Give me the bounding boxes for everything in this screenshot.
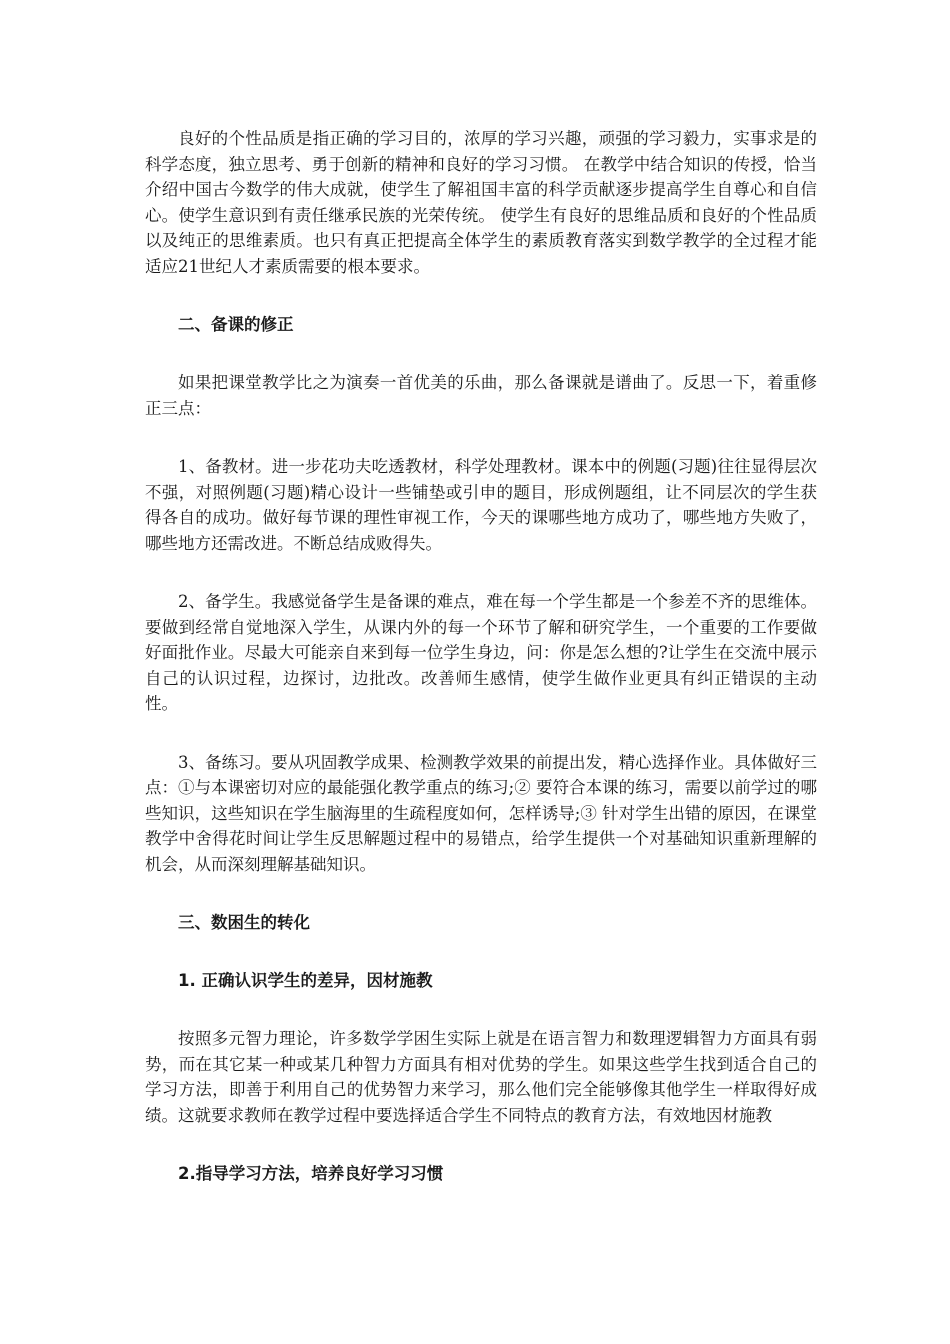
subheading-recognize-differences: 1. 正确认识学生的差异，因材施教 (178, 971, 433, 990)
document-page (145, 126, 817, 1219)
paragraph-personality-quality: 良好的个性品质是指正确的学习目的，浓厚的学习兴趣，顽强的学习毅力，实事求是的科学态度，独立思考、勇于创新的精神和良好的学习习惯。 在教学中结合知识的传授，恰当介绍中国古今数学的伟大成就，使学生了解祖国丰富的科学贡献逐步提高学生自尊心和自信心。使学生意识到有责任继承民族的光荣传统。 使学生有良好的思维品质和良好的个性品质以及纯正的思维素质。也只有真正把提高全体学生的素质教育落实到数学教学的全过程才能适应21世纪人才素质需要的根本要求。 (145, 129, 817, 276)
paragraph-prep-exercises: 3、备练习。要从巩固教学成果、检测教学效果的前提出发，精心选择作业。具体做好三点：①与本课密切对应的最能强化教学重点的练习;② 要符合本课的练习，需要以前学过的哪些知识，这些知识在学生脑海里的生疏程度如何，怎样诱导;③ 针对学生出错的原因，在课堂教学中舍得花时间让学生反思解题过程中的易错点，给学生提供一个对基础知识重新理解的机会，从而深刻理解基础知识。 (145, 752, 817, 874)
paragraph-prep-materials: 1、备教材。进一步花功夫吃透教材，科学处理教材。课本中的例题(习题)往往显得层次不强，对照例题(习题)精心设计一些铺垫或引申的题目，形成例题组，让不同层次的学生获得各自的成功。做好每节课的理性审视工作，今天的课哪些地方成功了，哪些地方失败了，哪些地方还需改进。不断总结成败得失。 (145, 457, 817, 553)
section-heading-lesson-prep: 二、备课的修正 (178, 315, 294, 334)
subheading-study-methods: 2.指导学习方法，培养良好学习习惯 (178, 1164, 444, 1183)
paragraph-prep-students: 2、备学生。我感觉备学生是备课的难点，难在每一个学生都是一个参差不齐的思维体。要做到经常自觉地深入学生，从课内外的每一个环节了解和研究学生，一个重要的工作要做好面批作业。尽最大可能亲自来到每一位学生身边，问：你是怎么想的?让学生在交流中展示自己的认识过程，边探讨，边批改。改善师生感情，使学生做作业更具有纠正错误的主动性。 (145, 592, 817, 713)
paragraph-lesson-prep-intro: 如果把课堂教学比之为演奏一首优美的乐曲，那么备课就是谱曲了。反思一下，着重修正三点： (145, 373, 817, 418)
section-heading-struggling-students: 三、数困生的转化 (178, 913, 310, 932)
paragraph-multiple-intelligences: 按照多元智力理论，许多数学学困生实际上就是在语言智力和数理逻辑智力方面具有弱势，而在其它某一种或某几种智力方面具有相对优势的学生。如果这些学生找到适合自己的学习方法，即善于利用自己的优势智力来学习，那么他们完全能够像其他学生一样取得好成绩。这就要求教师在教学过程中要选择适合学生不同特点的教育方法，有效地因材施教 (145, 1029, 817, 1125)
